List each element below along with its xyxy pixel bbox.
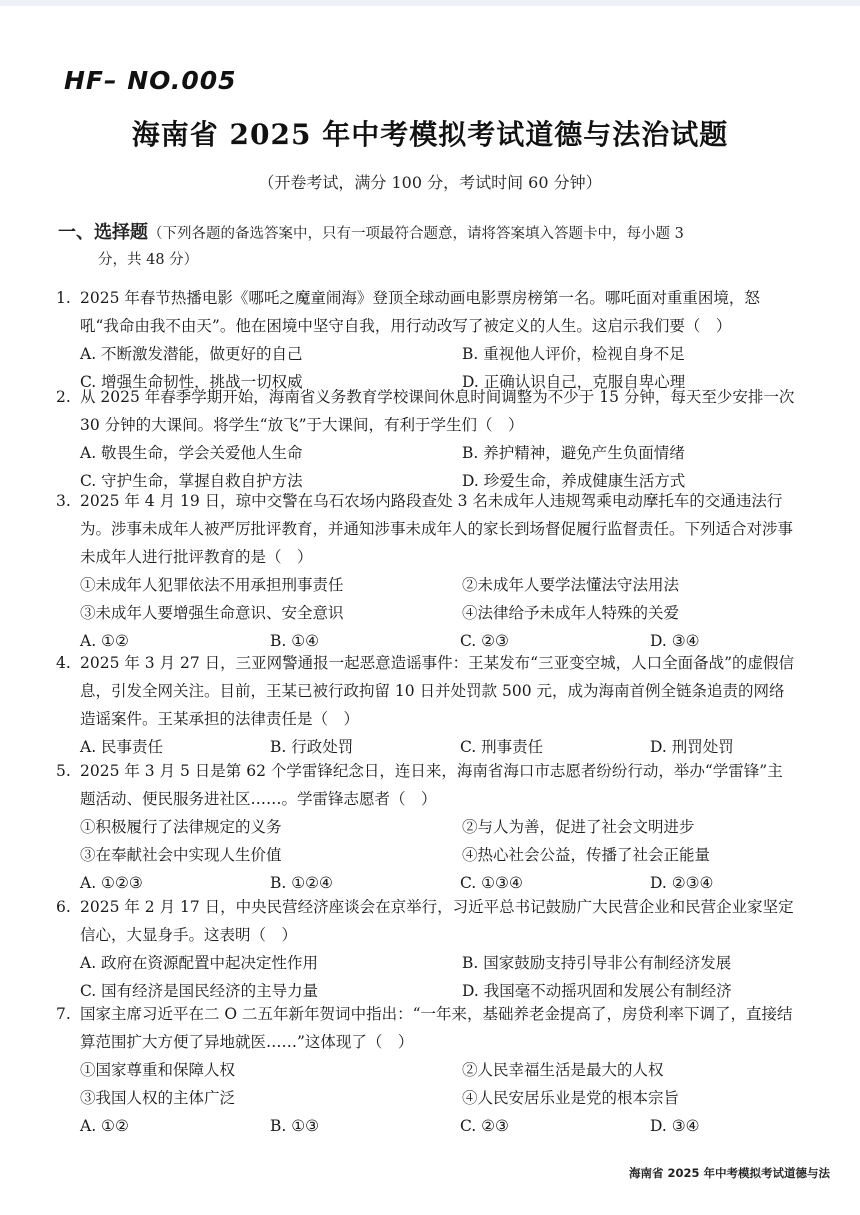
paper-code: HF– NO.005 — [64, 66, 237, 95]
question-number: 1. — [56, 289, 71, 307]
question-5 — [56, 757, 796, 897]
question-stem: 2025 年春节热播电影《哪吒之魔童闹海》登顶全球动画电影票房榜第一名。哪吒面对重重困境，怒吼“我命由我不由天”。他在困境中坚守自我，用行动改写了被定义的人生。这启示我们要（ ） — [80, 289, 760, 335]
page-title: 海南省 2025 年中考模拟考试道德与法治试题 — [131, 118, 729, 151]
option-d: D. ②③④ — [650, 874, 714, 892]
option-d: D. 刑罚处罚 — [650, 738, 734, 756]
option-b: B. 养护精神，避免产生负面情绪 — [462, 444, 685, 462]
question-7 — [56, 1000, 796, 1140]
option-b: B. 国家鼓励支持引导非公有制经济发展 — [462, 954, 732, 972]
option-c: C. 国有经济是国民经济的主导力量 — [80, 982, 319, 1000]
option-c: C. ②③ — [460, 632, 509, 650]
question-stem: 2025 年 3 月 27 日，三亚网警通报一起恶意造谣事件：王某发布“三亚变空城，人口全面备战”的虚假信息，引发全网关注。目前，王某已被行政拘留 10 日并处罚款 500 元，成为海南首例全链条追责的网络造谣案件。王某承担的法律责任是（ ） — [80, 654, 795, 728]
question-stem: 2025 年 3 月 5 日是第 62 个学雷锋纪念日，连日来，海南省海口市志愿者纷纷行动，举办“学雷锋”主题活动、便民服务进社区……。学雷锋志愿者（ ） — [80, 762, 783, 808]
option-a: A. 民事责任 — [80, 738, 164, 756]
statement-1: ①未成年人犯罪依法不用承担刑事责任 — [80, 576, 344, 594]
option-c: C. 增强生命韧性，挑战一切权威 — [80, 373, 303, 391]
statement-2: ②未成年人要学法懂法守法用法 — [462, 576, 680, 594]
statement-1: ①积极履行了法律规定的义务 — [80, 818, 282, 836]
option-d: D. 我国毫不动摇巩固和发展公有制经济 — [462, 982, 732, 1000]
option-c: C. 守护生命，掌握自救自护方法 — [80, 472, 303, 490]
option-a: A. 敬畏生命，学会关爱他人生命 — [80, 444, 303, 462]
question-6 — [56, 893, 796, 1005]
statement-4: ④法律给予未成年人特殊的关爱 — [462, 604, 680, 622]
exam-instructions: （开卷考试，满分 100 分，考试时间 60 分钟） — [258, 173, 602, 192]
option-a: A. 政府在资源配置中起决定性作用 — [80, 954, 319, 972]
option-d: D. 正确认识自己，克服自卑心理 — [462, 373, 686, 391]
option-a: A. ①② — [80, 1117, 129, 1135]
option-b: B. 行政处罚 — [270, 738, 354, 756]
option-c: C. ①③④ — [460, 874, 523, 892]
question-number: 6. — [56, 898, 71, 916]
question-stem: 2025 年 4 月 19 日，琼中交警在乌石农场内路段查处 3 名未成年人违规驾乘电动摩托车的交通违法行为。涉事未成年人被严厉批评教育，并通知涉事未成年人的家长到场督促履行监督责任。下列适合对涉事未成年人进行批评教育的是（ ） — [80, 492, 794, 566]
question-number: 3. — [56, 492, 71, 510]
option-c: C. 刑事责任 — [460, 738, 544, 756]
section-note-line1: （下列各题的备选答案中，只有一项最符合题意，请将答案填入答题卡中，每小题 3 — [148, 226, 684, 242]
question-number: 7. — [56, 1005, 71, 1023]
section-heading — [58, 220, 788, 273]
question-stem: 从 2025 年春季学期开始，海南省义务教育学校课间休息时间调整为不少于 15 分钟，每天至少安排一次 30 分钟的大课间。将学生“放飞”于大课间，有利于学生们（ ） — [80, 388, 795, 434]
option-b: B. ①③ — [270, 1117, 320, 1135]
option-d: D. ③④ — [650, 1117, 700, 1135]
statement-2: ②人民幸福生活是最大的人权 — [462, 1061, 664, 1079]
question-2 — [56, 383, 796, 495]
question-4 — [56, 649, 796, 761]
option-b: B. ①④ — [270, 632, 320, 650]
question-1 — [56, 284, 796, 396]
option-a: A. ①②③ — [80, 874, 143, 892]
option-c: C. ②③ — [460, 1117, 509, 1135]
option-b: B. 重视他人评价，检视自身不足 — [462, 345, 685, 363]
statement-4: ④热心社会公益，传播了社会正能量 — [462, 846, 711, 864]
question-stem: 2025 年 2 月 17 日，中央民营经济座谈会在京举行，习近平总书记鼓励广大民营企业和民营企业家坚定信心，大显身手。这表明（ ） — [80, 898, 794, 944]
statement-2: ②与人为善，促进了社会文明进步 — [462, 818, 695, 836]
question-number: 4. — [56, 654, 71, 672]
option-b: B. ①②④ — [270, 874, 333, 892]
question-3 — [56, 487, 796, 655]
option-d: D. 珍爱生命，养成健康生活方式 — [462, 472, 686, 490]
section-title: 一、选择题 — [58, 222, 148, 243]
page-footer: 海南省 2025 年中考模拟考试道德与法 — [628, 1166, 830, 1180]
statement-4: ④人民安居乐业是党的根本宗旨 — [462, 1089, 680, 1107]
section-note-line2: 分，共 48 分） — [98, 252, 199, 268]
statement-3: ③我国人权的主体广泛 — [80, 1089, 236, 1107]
option-d: D. ③④ — [650, 632, 700, 650]
question-stem: 国家主席习近平在二 O 二五年新年贺词中指出：“一年来，基础养老金提高了，房贷利率下调了，直接结算范围扩大方便了异地就医……”这体现了（ ） — [80, 1005, 793, 1051]
statement-1: ①国家尊重和保障人权 — [80, 1061, 236, 1079]
question-number: 5. — [56, 762, 71, 780]
option-a: A. ①② — [80, 632, 129, 650]
option-a: A. 不断激发潜能，做更好的自己 — [80, 345, 303, 363]
statement-3: ③未成年人要增强生命意识、安全意识 — [80, 604, 344, 622]
question-number: 2. — [56, 388, 71, 406]
statement-3: ③在奉献社会中实现人生价值 — [80, 846, 282, 864]
